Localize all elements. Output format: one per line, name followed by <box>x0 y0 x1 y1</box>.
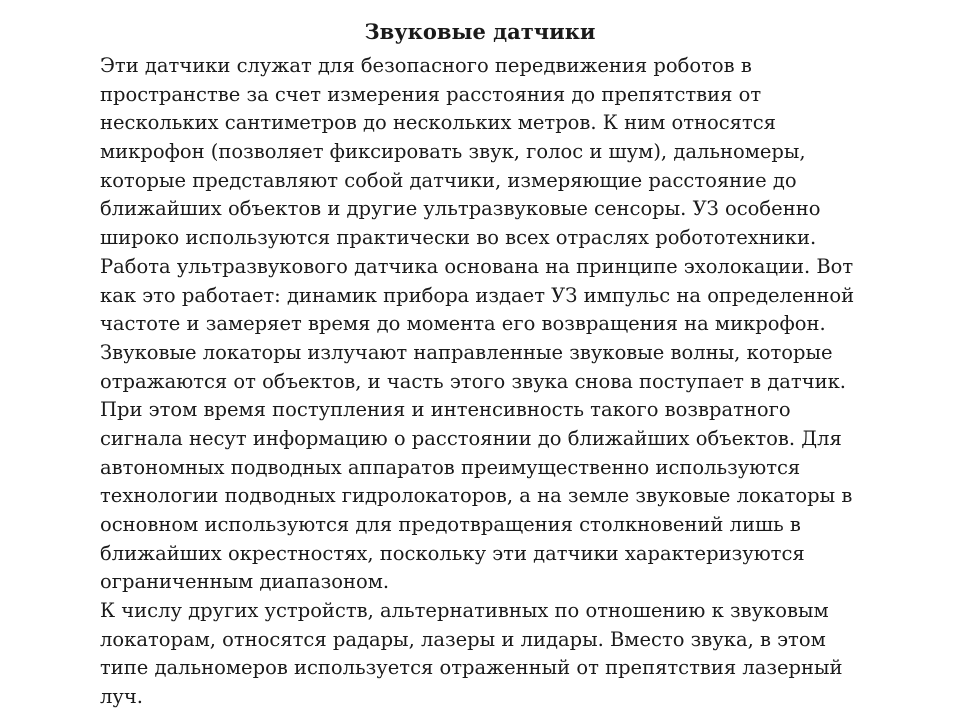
slide-title: Звуковые датчики <box>364 19 596 44</box>
text-line: типе дальномеров используется отраженный от препятствия лазерный <box>100 656 843 680</box>
text-line: микрофон (позволяет фиксировать звук, голос и шум), дальномеры, <box>100 140 806 164</box>
text-line: При этом время поступления и интенсивность такого возвратного <box>100 398 791 422</box>
text-line: широко используются практически во всех отраслях робототехники. <box>100 226 817 250</box>
text-line: сигнала несут информацию о расстоянии до ближайших объектов. Для <box>100 426 842 450</box>
text-line: автономных подводных аппаратов преимущественно используются <box>100 455 801 479</box>
text-line: ближайших окрестностях, поскольку эти датчики характеризуются <box>100 541 805 565</box>
text-line: Звуковые локаторы излучают направленные звуковые волны, которые <box>100 340 833 364</box>
text-line: которые представляют собой датчики, измеряющие расстояние до <box>100 168 797 192</box>
text-line: технологии подводных гидролокаторов, а на земле звуковые локаторы в <box>100 484 853 508</box>
text-line: Работа ультразвукового датчика основана на принципе эхолокации. Вот <box>100 254 854 278</box>
text-line: луч. <box>100 685 143 709</box>
text-line: локаторам, относятся радары, лазеры и лидары. Вместо звука, в этом <box>100 627 826 651</box>
text-line: как это работает: динамик прибора издает УЗ импульс на определенной <box>100 283 855 307</box>
text-line: отражаются от объектов, и часть этого звука снова поступает в датчик. <box>100 369 846 393</box>
text-line: нескольких сантиметров до нескольких метров. К ним относятся <box>100 111 776 135</box>
text-line: частоте и замеряет время до момента его возвращения на микрофон. <box>100 312 826 336</box>
slide-body-text <box>100 52 900 712</box>
text-line: пространстве за счет измерения расстояния до препятствия от <box>100 82 762 106</box>
text-line: К числу других устройств, альтернативных по отношению к звуковым <box>100 599 829 623</box>
text-line: основном используются для предотвращения столкновений лишь в <box>100 513 801 536</box>
text-line: Эти датчики служат для безопасного передвижения роботов в <box>100 54 752 77</box>
text-line: ограниченным диапазоном. <box>100 570 390 594</box>
text-line: ближайших объектов и другие ультразвуковые сенсоры. УЗ особенно <box>100 197 821 221</box>
